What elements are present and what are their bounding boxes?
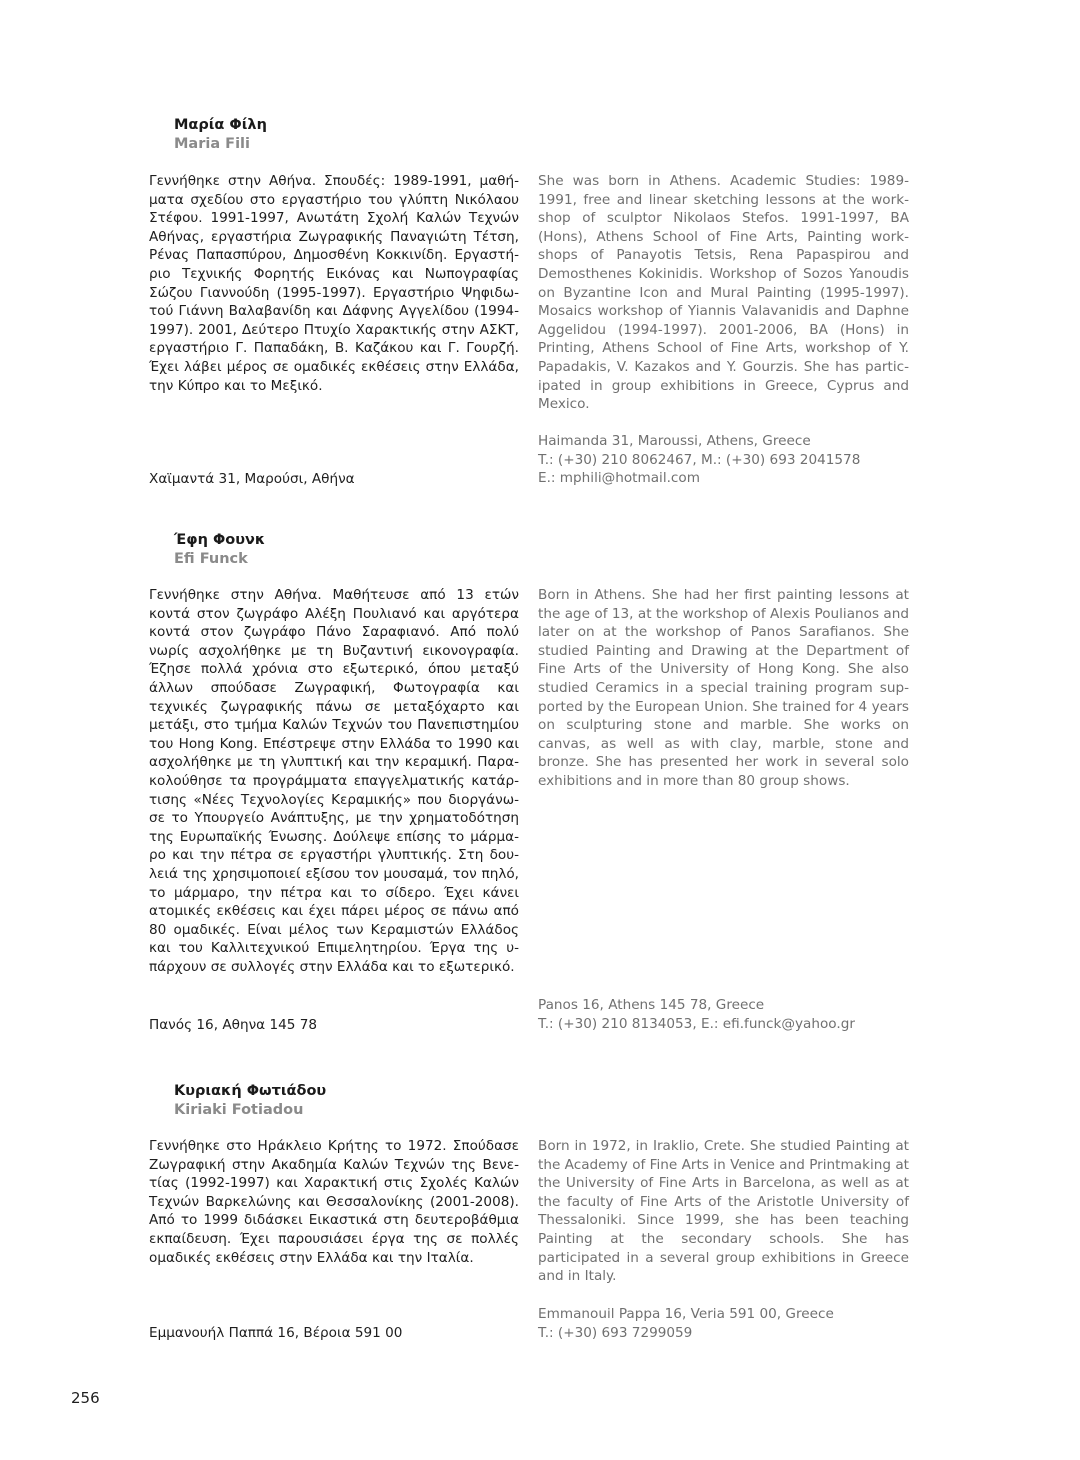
address-english: Panos 16, Athens 145 78, Greece <box>538 997 765 1013</box>
email-english: E.: mphili@hotmail.com <box>538 470 700 487</box>
address-greek: Πανός 16, Αθηνα 145 78 <box>149 1017 318 1033</box>
biography-greek: Γεννήθηκε στην Αθήνα. Σπουδές: 1989-1991, μαθήματα σχεδίου στο εργαστήριο του γλύπτη Νικόλαου Στέφου. 1991-1997, Ανωτάτη Σχολή Καλών Τεχνών Αθήνας, εργαστήρια Ζωγραφικής Παναγιώτη Τέτση, Ρένας Παπασπύρου, Δημοσθένη Κοκκινίδη. Εργαστήριο Τεχνικής Φορητής Εικόνας και Νωπογραφίας Σώζου Γιαννούδη (1995-1997). Εργαστήριο Ψηφιδωτού Γιάννη Βαλαβανίδη και Δάφνης Αγγελίδου (1994-1997). 2001, Δεύτερο Πτυχίο Χαρακτικής στην ΑΣΚΤ, εργαστήριο Γ. Παπαδάκη, Β. Καζάκου και Γ. Γουρζή. Έχει λάβει μέρος σε ομαδικές εκθέσεις στην Ελλάδα, την Κύπρο και το Μεξικό. <box>149 173 519 394</box>
artist-name-efi-funck <box>174 531 265 569</box>
artist-name-maria-fili <box>174 116 267 154</box>
phone-email-english: T.: (+30) 210 8134053, E.: efi.funck@yahoo.gr <box>538 1015 855 1032</box>
biography-greek: Γεννήθηκε στο Ηράκλειο Κρήτης το 1972. Σπούδασε Ζωγραφική στην Ακαδημία Καλών Τεχνών της Βενετίας (1992-1997) και Χαρακτική στις Σχολές Καλών Τεχνών Βαρκελώνης και Θεσσαλονίκης (2001-2008). Από το 1999 διδάσκει Εικαστικά στη δευτεροβάθμια εκπαίδευση. Έχει παρουσιάσει έργα της σε πολλές ομαδικές εκθέσεις στην Ελλάδα και την Ιταλία. <box>149 1138 519 1266</box>
contact-english <box>538 432 860 488</box>
phone-english: T.: (+30) 210 8062467, M.: (+30) 693 2041578 <box>538 451 861 468</box>
artist-name-english: Kiriaki Fotiadou <box>174 1102 304 1118</box>
artist-name-greek: Μαρία Φίλη <box>174 117 267 133</box>
biography-english: Born in Athens. She had her first painting lessons at the age of 13, at the workshop of Alexis Poulianos and later on at the workshop of Panos Sarafianos. She studied Painting and Drawing at the Department of Fine Arts of the University of Hong Kong. She also studied Ceramics in a special training program supported by the European Union. She trained for 4 years on sculpturing stone and marble. She works on canvas, as well as with clay, marble, stone and bronze. She has presented her work in several solo exhibitions and in more than 80 group shows. <box>538 587 909 789</box>
artist-name-greek: Έφη Φουνκ <box>174 532 266 548</box>
page-number: 256 <box>71 1389 100 1407</box>
contact-english <box>538 996 855 1033</box>
address-greek: Χαϊμαντά 31, Μαρούσι, Αθήνα <box>149 471 355 487</box>
contact-english <box>538 1305 834 1342</box>
biography-english: Born in 1972, in Iraklio, Crete. She studied Painting at the Academy of Fine Arts in Venice and Printmaking at the University of Fine Arts in Barcelona, as well as at the faculty of Fine Arts of the Aristotle University of Thessaloniki. Since 1999, she has been teaching Painting at the secondary schools. She has participated in a several group exhibitions in Greece and in Italy. <box>538 1138 909 1285</box>
artist-name-greek: Κυριακή Φωτιάδου <box>174 1083 327 1099</box>
artist-name-english: Maria Fili <box>174 136 250 152</box>
address-greek: Εμμανουήλ Παππά 16, Βέροια 591 00 <box>149 1325 403 1341</box>
artist-name-kiriaki-fotiadou <box>174 1082 326 1120</box>
artist-name-english: Efi Funck <box>174 551 248 567</box>
biography-english: She was born in Athens. Academic Studies: 1989-1991, free and linear sketching lessons at the workshop of sculptor Nikolaos Stefos. 1991-1997, BA (Hons), Athens School of Fine Arts, Painting workshops of Panayotis Tetsis, Rena Papaspirou and Demosthenes Kokinidis. Workshop of Sozos Yanoudis on Byzantine Icon and Mural Painting (1995-1997). Mosaics workshop of Yiannis Valavanidis and Daphne Aggelidou (1994-1997). 2001-2006, BA (Hons) in Printing, Athens School of Fine Arts, workshop of Y. Papadakis, V. Kazakos and Y. Gourzis. She has participated in group exhibitions in Greece, Cyprus and Mexico. <box>538 173 909 413</box>
address-english: Emmanouil Pappa 16, Veria 591 00, Greece <box>538 1306 834 1322</box>
address-english: Haimanda 31, Maroussi, Athens, Greece <box>538 433 811 449</box>
phone-english: T.: (+30) 693 7299059 <box>538 1324 693 1341</box>
biography-greek: Γεννήθηκε στην Αθήνα. Μαθήτευσε από 13 ετών κοντά στον ζωγράφο Αλέξη Πουλιανό και αργότερα κοντά στον ζωγράφο Πάνο Σαραφιανό. Από πολύ νωρίς ασχολήθηκε με τη Βυζαντινή εικονογραφία. Έζησε πολλά χρόνια στο εξωτερικό, όπου μεταξύ άλλων σπούδασε Ζωγραφική, Φωτογραφία και τεχνικές ζωγραφικής πάνω σε μεταξόχαρτο και μετάξι, στο τμήμα Καλών Τεχνών του Πανεπιστημίου του Hong Kong. Επέστρεψε στην Ελλάδα το 1990 και ασχολήθηκε με τη γλυπτική και την κεραμική. Παρακολούθησε τα προγράμματα επαγγελματικής κατάρτισης «Νέες Τεχνολογίες Κεραμικής» που διοργάνωσε το Υπουργείο Ανάπτυξης, με την χρηματοδότηση της Ευρωπαϊκής Ένωσης. Δούλεψε επίσης το μάρμαρο και την πέτρα σε εργαστήρι γλυπτικής. Στη δουλειά της χρησιμοποιεί εξίσου τον μουσαμά, τον πηλό, το μάρμαρο, την πέτρα και το σίδερο. Έχει κάνει ατομικές εκθέσεις και έχει πάρει μέρος σε πάνω από 80 ομαδικές. Είναι μέλος των Κεραμιστών Ελλάδος και του Καλλιτεχνικού Επιμελητηρίου. Έργα της υπάρχουν σε συλλογές στην Ελλάδα και το εξωτερικό. <box>149 587 519 975</box>
